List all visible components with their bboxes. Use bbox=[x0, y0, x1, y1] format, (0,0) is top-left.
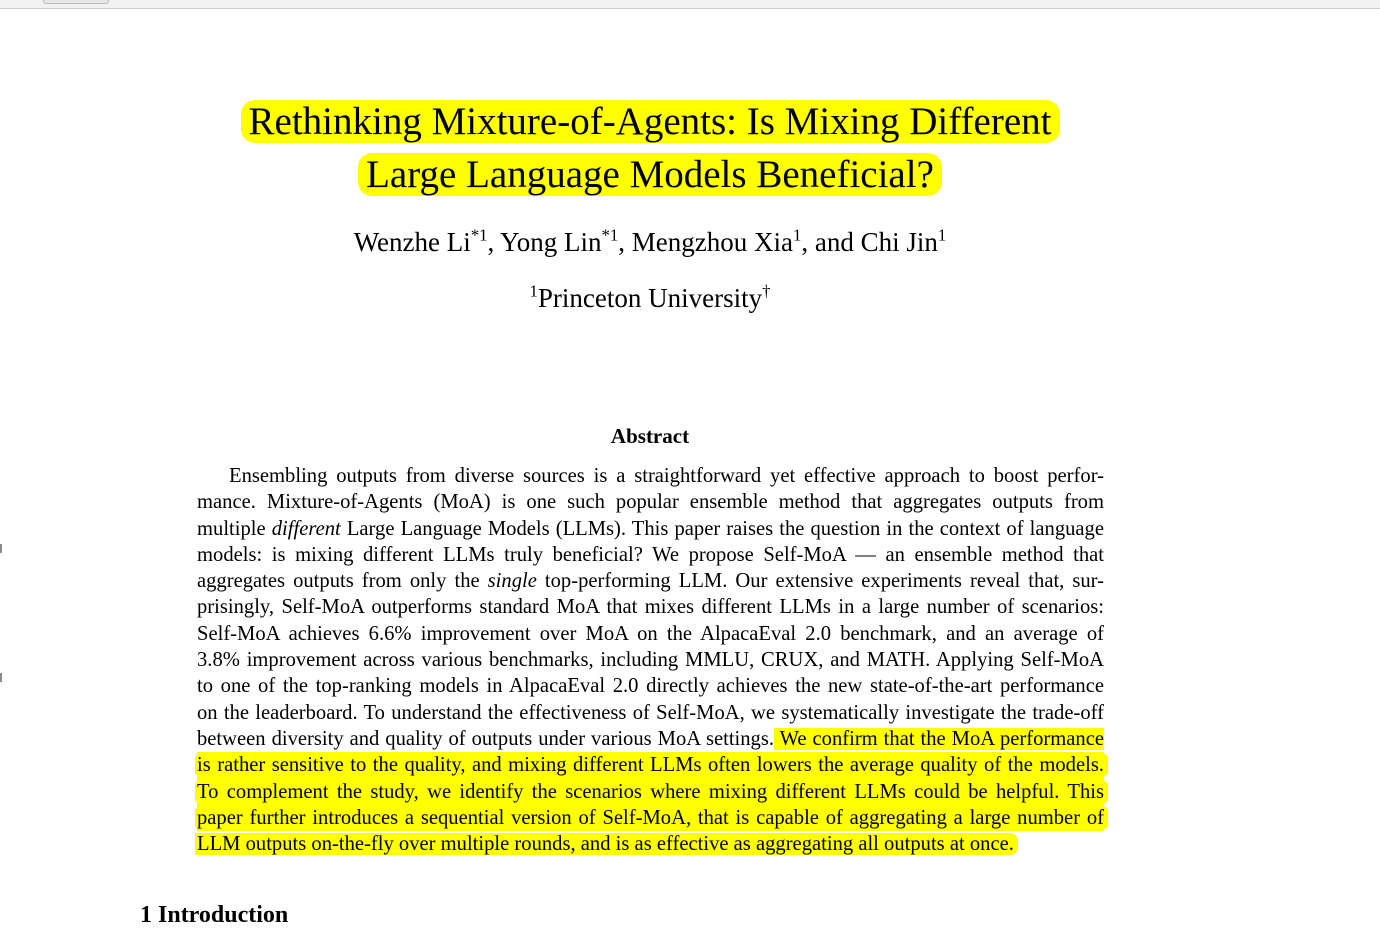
abstract-line bbox=[197, 700, 1104, 726]
abstract-text: LLM outputs on-the-fly over multiple rounds, and is as effective as aggregating all outputs at once. bbox=[197, 833, 1014, 856]
highlighted-text: We confirm that the MoA performance bbox=[774, 727, 1104, 750]
affiliation-footnote-marker: † bbox=[762, 281, 771, 301]
affiliation bbox=[150, 281, 1150, 315]
abstract-text: 3.8% improvement across various benchmarks, including MMLU, CRUX, and MATH. Applying Self-MoA bbox=[197, 649, 1104, 672]
abstract-line bbox=[197, 831, 1104, 857]
abstract-line bbox=[197, 779, 1104, 805]
abstract-line bbox=[197, 489, 1104, 515]
emphasized-text: different bbox=[271, 517, 341, 540]
author-affiliation-marker: *1 bbox=[470, 225, 488, 245]
author-separator: , bbox=[618, 227, 632, 257]
abstract-text: To complement the study, we identify the scenarios where mixing different LLMs could be helpful. This bbox=[197, 780, 1104, 803]
abstract-text: paper further introduces a sequential version of Self-MoA, that is capable of aggregating a large number of bbox=[197, 806, 1104, 829]
title-line: Rethinking Mixture-of-Agents: Is Mixing Different bbox=[241, 100, 1060, 143]
title-line: Large Language Models Beneficial? bbox=[358, 153, 942, 196]
viewer-tab[interactable] bbox=[43, 0, 109, 4]
abstract-text: aggregates outputs from only the bbox=[197, 570, 488, 593]
author-name: Yong Lin bbox=[500, 227, 602, 257]
abstract-text: between diversity and quality of outputs under various MoA settings. bbox=[197, 727, 775, 750]
highlight-span bbox=[195, 781, 1108, 803]
abstract-text: mance. Mixture-of-Agents (MoA) is one such popular ensemble method that aggregates outputs from bbox=[197, 491, 1104, 514]
abstract-line bbox=[197, 673, 1104, 699]
highlight-span bbox=[195, 754, 1108, 776]
highlight-span bbox=[195, 833, 1018, 855]
abstract-text: top-performing LLM. Our extensive experiments reveal that, sur- bbox=[536, 570, 1104, 593]
author-affiliation-marker: 1 bbox=[793, 225, 802, 245]
abstract-line bbox=[197, 463, 1104, 489]
abstract-text: is rather sensitive to the quality, and mixing different LLMs often lowers the average quality of the models. bbox=[197, 754, 1104, 777]
author-name: Mengzhou Xia bbox=[631, 227, 793, 257]
author-name: Chi Jin bbox=[860, 227, 938, 257]
abstract-text: Large Language Models (LLMs). This paper raises the question in the context of language bbox=[340, 517, 1104, 540]
abstract-line bbox=[197, 542, 1104, 568]
emphasized-text: single bbox=[487, 570, 537, 593]
abstract-line bbox=[197, 726, 1104, 752]
abstract-text: multiple bbox=[197, 517, 272, 540]
abstract-text: Ensembling outputs from diverse sources is a straightforward yet effective approach to boost perfor- bbox=[229, 465, 1104, 487]
abstract-text: Self-MoA achieves 6.6% improvement over MoA on the AlpacaEval 2.0 benchmark, and an average of bbox=[197, 622, 1104, 645]
abstract-line bbox=[197, 594, 1104, 620]
author-separator: , and bbox=[801, 227, 861, 257]
pdf-page bbox=[0, 9, 1380, 928]
abstract-body bbox=[197, 463, 1104, 857]
abstract-line bbox=[197, 647, 1104, 673]
author-list bbox=[150, 225, 1150, 259]
next-section-heading: 1 Introduction bbox=[140, 902, 289, 928]
author-name: Wenzhe Li bbox=[353, 227, 471, 257]
abstract-text: to one of the top-ranking models in AlpacaEval 2.0 directly achieves the new state-of-the-art performance bbox=[197, 675, 1104, 698]
author-separator: , bbox=[487, 227, 500, 257]
abstract-text: models: is mixing different LLMs truly beneficial? We propose Self-MoA — an ensemble method that bbox=[197, 543, 1104, 566]
author-affiliation-marker: *1 bbox=[601, 225, 619, 245]
abstract-text: prisingly, Self-MoA outperforms standard MoA that mixes different LLMs in a large number of scenarios: bbox=[197, 596, 1104, 619]
abstract-line bbox=[197, 621, 1104, 647]
abstract-heading: Abstract bbox=[610, 424, 690, 448]
paper-title bbox=[150, 95, 1150, 201]
author-affiliation-marker: 1 bbox=[937, 225, 947, 245]
highlight-span bbox=[195, 807, 1108, 829]
abstract-line bbox=[197, 568, 1104, 594]
affiliation-marker: 1 bbox=[529, 281, 538, 301]
abstract-line bbox=[197, 805, 1104, 831]
abstract-line bbox=[197, 752, 1104, 778]
viewer-toolbar bbox=[0, 0, 1380, 9]
abstract-line bbox=[197, 516, 1104, 542]
affiliation-name: Princeton University bbox=[537, 283, 763, 313]
abstract-text: on the leaderboard. To understand the effectiveness of Self-MoA, we systematically investigate the trade-off bbox=[197, 701, 1104, 724]
